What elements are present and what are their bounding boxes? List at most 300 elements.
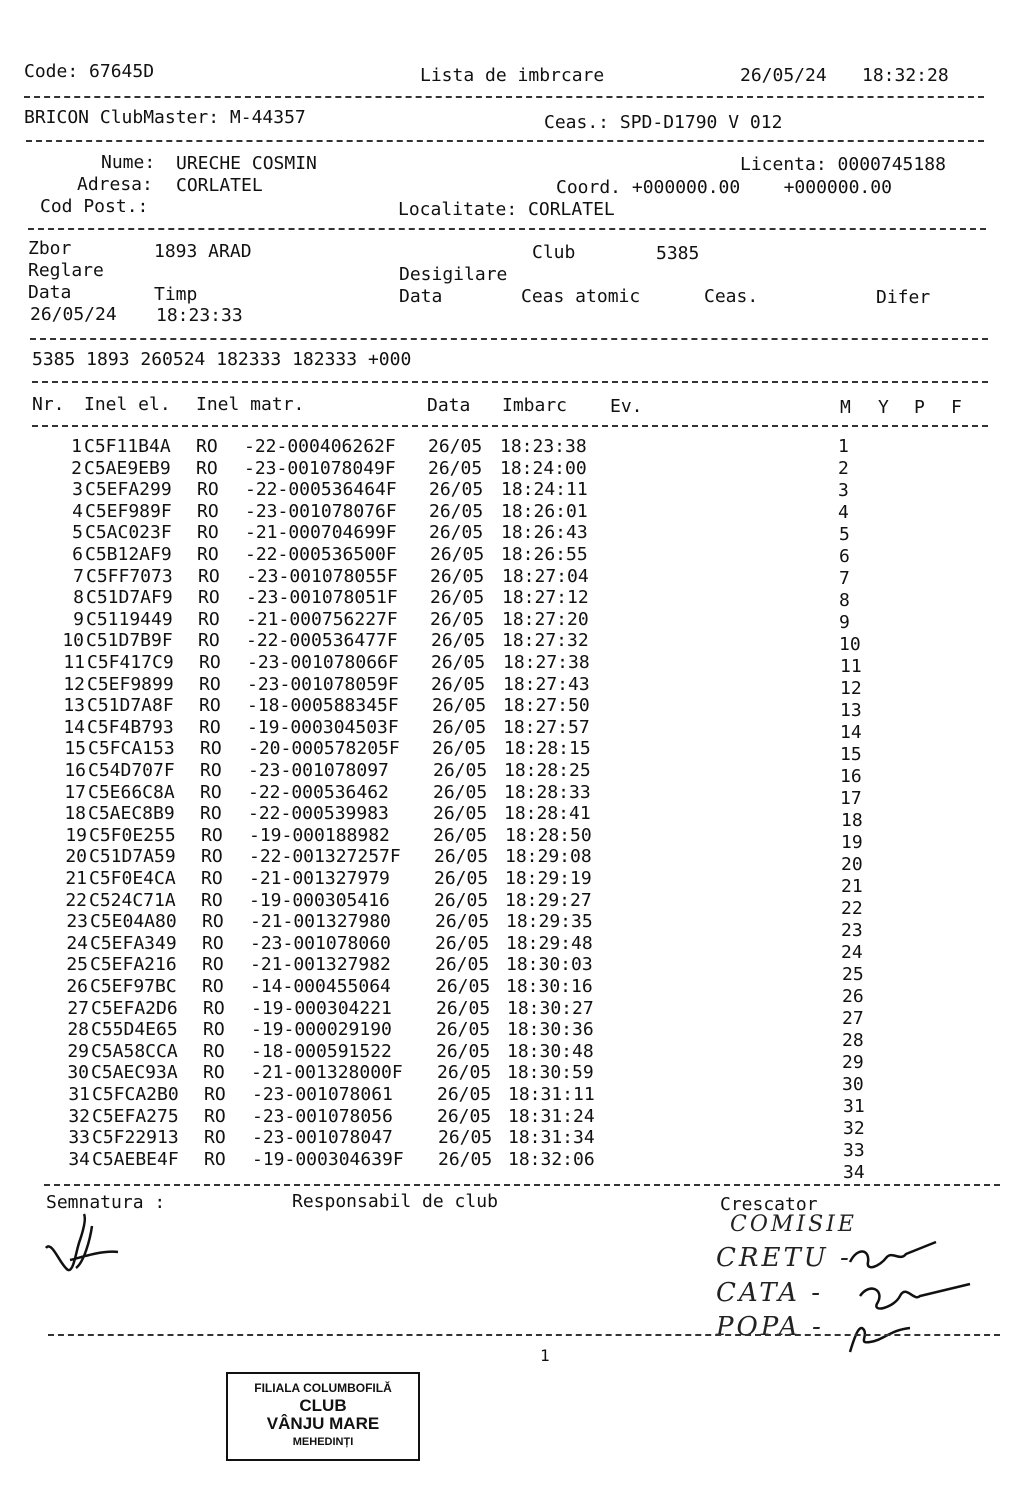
country-code: RO: [196, 436, 218, 457]
rank-m: 10: [839, 634, 861, 655]
rank-m: 26: [842, 986, 864, 1007]
table-row: [0, 609, 1024, 631]
header-time: 18:32:28: [862, 65, 949, 86]
table-row: [0, 522, 1024, 544]
country-code: RO: [202, 933, 224, 954]
ring-registration: -23-001078055F: [246, 566, 398, 587]
electronic-ring: C5EF97BC: [90, 976, 177, 997]
boarding-time: 18:27:43: [503, 674, 590, 695]
rank-m: 13: [840, 700, 862, 721]
timp-label: Timp: [154, 284, 198, 305]
country-code: RO: [197, 522, 219, 543]
club-stamp: [226, 1372, 420, 1461]
boarding-time: 18:23:38: [500, 436, 587, 457]
rank-m: 4: [838, 502, 849, 523]
rank-m: 14: [840, 722, 862, 743]
ring-registration: -21-000704699F: [245, 522, 397, 543]
country-code: RO: [198, 566, 220, 587]
row-date: 26/05: [437, 1106, 492, 1127]
country-code: RO: [199, 674, 221, 695]
ring-registration: -23-001078051F: [246, 587, 398, 608]
ring-registration: -22-000536462: [248, 782, 389, 803]
electronic-ring: C5F4B793: [87, 717, 174, 738]
ring-registration: -21-001328000F: [251, 1062, 403, 1083]
table-row: [0, 868, 1024, 897]
row-number: 26: [66, 976, 88, 997]
boarding-time: 18:27:57: [503, 717, 590, 738]
boarding-time: 18:29:48: [506, 933, 593, 954]
boarding-time: 18:27:32: [502, 630, 589, 651]
name-label: Nume:: [101, 152, 156, 173]
table-row: [0, 674, 1024, 699]
electronic-ring: C5EFA216: [90, 954, 177, 975]
reglare-date: 26/05/24: [30, 304, 117, 325]
electronic-ring: C5EF989F: [85, 501, 172, 522]
ring-registration: -21-001327982: [250, 954, 391, 975]
ring-registration: -23-001078047: [252, 1127, 393, 1148]
electronic-ring: C5119449: [86, 609, 173, 630]
rank-m: 8: [839, 590, 850, 611]
row-date: 26/05: [433, 803, 488, 824]
stamp-line: FILIALA COLUMBOFILĂ: [254, 1381, 392, 1395]
row-number: 22: [65, 890, 87, 911]
table-row: [0, 782, 1024, 809]
row-date: 26/05: [432, 717, 487, 738]
row-date: 26/05: [436, 976, 491, 997]
col-header-f: F: [951, 397, 962, 418]
row-number: 34: [68, 1149, 90, 1170]
country-code: RO: [203, 1062, 225, 1083]
country-code: RO: [201, 868, 223, 889]
country-code: RO: [203, 1019, 225, 1040]
rank-m: 24: [841, 942, 863, 963]
country-code: RO: [199, 695, 221, 716]
ring-registration: -23-001078076F: [245, 501, 397, 522]
row-number: 25: [66, 954, 88, 975]
divider: [24, 96, 984, 98]
row-number: 1: [71, 436, 82, 457]
row-number: 29: [67, 1041, 89, 1062]
country-code: RO: [203, 1041, 225, 1062]
col-header-data: Data: [427, 395, 471, 416]
row-number: 2: [71, 458, 82, 479]
table-row: [0, 1149, 1024, 1183]
row-date: 26/05: [434, 846, 489, 867]
ring-registration: -19-000305416: [249, 890, 390, 911]
row-date: 26/05: [435, 954, 490, 975]
boarding-time: 18:27:38: [503, 652, 590, 673]
table-row: [0, 803, 1024, 831]
row-number: 7: [73, 566, 84, 587]
header-date: 26/05/24: [740, 65, 827, 86]
row-number: 14: [63, 717, 85, 738]
boarding-time: 18:26:01: [501, 501, 588, 522]
row-date: 26/05: [429, 479, 484, 500]
table-row: [0, 933, 1024, 963]
divider: [32, 381, 988, 383]
electronic-ring: C55D4E65: [91, 1019, 178, 1040]
country-code: RO: [203, 998, 225, 1019]
boarding-time: 18:30:03: [506, 954, 593, 975]
country-code: RO: [204, 1149, 226, 1170]
col-header-p: P: [914, 397, 925, 418]
row-number: 16: [64, 760, 86, 781]
row-date: 26/05: [429, 522, 484, 543]
clock-short-label: Ceas.: [704, 286, 759, 307]
ring-registration: -18-000588345F: [247, 695, 399, 716]
row-date: 26/05: [436, 1041, 491, 1062]
rank-m: 19: [841, 832, 863, 853]
boarding-time: 18:28:15: [504, 738, 591, 759]
page-number: 1: [540, 1346, 550, 1365]
boarding-time: 18:27:20: [502, 609, 589, 630]
rank-m: 32: [843, 1118, 865, 1139]
divider: [48, 1334, 1000, 1336]
electronic-ring: C5AEC93A: [91, 1062, 178, 1083]
boarding-time: 18:32:06: [508, 1149, 595, 1170]
boarding-time: 18:28:50: [505, 825, 592, 846]
row-date: 26/05: [435, 933, 490, 954]
electronic-ring: C5AE9EB9: [84, 458, 171, 479]
electronic-ring: C5F417C9: [87, 652, 174, 673]
row-number: 32: [68, 1106, 90, 1127]
table-row: [0, 1019, 1024, 1051]
electronic-ring: C5E66C8A: [88, 782, 175, 803]
electronic-ring: C5AC023F: [85, 522, 172, 543]
table-row: [0, 998, 1024, 1029]
row-date: 26/05: [435, 911, 490, 932]
address-label: Adresa:: [77, 174, 153, 195]
rank-m: 23: [841, 920, 863, 941]
row-date: 26/05: [434, 890, 489, 911]
country-code: RO: [200, 760, 222, 781]
ring-registration: -23-001078049F: [244, 458, 396, 479]
electronic-ring: C5EFA275: [92, 1106, 179, 1127]
stamp-line: VÂNJU MARE: [266, 1414, 380, 1433]
locality: Localitate: CORLATEL: [398, 199, 615, 220]
rank-m: 34: [843, 1162, 865, 1183]
row-number: 15: [64, 738, 86, 759]
row-number: 30: [67, 1062, 89, 1083]
country-code: RO: [200, 803, 222, 824]
country-code: RO: [197, 544, 219, 565]
row-date: 26/05: [430, 566, 485, 587]
rank-m: 1: [838, 436, 849, 457]
ring-registration: -22-000539983: [248, 803, 389, 824]
ring-registration: -23-001078097: [248, 760, 389, 781]
data-label: Data: [399, 286, 443, 307]
signature-label: Semnatura :: [46, 1192, 166, 1213]
ring-registration: -19-000304503F: [247, 717, 399, 738]
ring-registration: -22-000406262F: [244, 436, 396, 457]
ring-registration: -21-001327980: [250, 911, 391, 932]
col-header-ev: Ev.: [610, 396, 643, 417]
table-row: [0, 436, 1024, 458]
row-number: 6: [72, 544, 83, 565]
electronic-ring: C5F22913: [92, 1127, 179, 1148]
boarding-time: 18:30:27: [507, 998, 594, 1019]
code-label: Code: 67645D: [24, 61, 155, 82]
rank-m: 11: [840, 656, 862, 677]
row-number: 24: [66, 933, 88, 954]
row-number: 13: [63, 695, 85, 716]
boarding-time: 18:24:11: [501, 479, 588, 500]
boarding-time: 18:30:59: [507, 1062, 594, 1083]
rank-m: 21: [841, 876, 863, 897]
commission-label: COMISIE: [730, 1212, 857, 1237]
rank-m: 3: [838, 480, 849, 501]
ring-registration: -22-000536464F: [245, 479, 397, 500]
rank-m: 33: [843, 1140, 865, 1161]
row-number: 28: [67, 1019, 89, 1040]
rank-m: 20: [841, 854, 863, 875]
commission-member: CRETU -: [716, 1243, 852, 1273]
row-date: 26/05: [430, 544, 485, 565]
electronic-ring: C54D707F: [88, 760, 175, 781]
row-number: 20: [65, 846, 87, 867]
commission-member: POPA -: [716, 1312, 824, 1342]
boarding-time: 18:28:25: [504, 760, 591, 781]
electronic-ring: C5EFA2D6: [91, 998, 178, 1019]
country-code: RO: [196, 458, 218, 479]
electronic-ring: C5FCA153: [88, 738, 175, 759]
country-code: RO: [198, 587, 220, 608]
rank-m: 16: [840, 766, 862, 787]
row-date: 26/05: [434, 868, 489, 889]
rank-m: 28: [842, 1030, 864, 1051]
electronic-ring: C5FF7073: [86, 566, 173, 587]
row-number: 17: [64, 782, 86, 803]
table-row: [0, 544, 1024, 566]
row-date: 26/05: [428, 458, 483, 479]
table-row: [0, 630, 1024, 655]
reglare-label: Reglare: [28, 260, 104, 281]
atomic-clock-label: Ceas atomic: [521, 286, 641, 307]
boarding-time: 18:26:43: [501, 522, 588, 543]
ring-registration: -14-000455064: [250, 976, 391, 997]
ring-registration: -23-001078060: [250, 933, 391, 954]
row-number: 3: [72, 479, 83, 500]
row-date: 26/05: [437, 1084, 492, 1105]
row-date: 26/05: [431, 652, 486, 673]
electronic-ring: C5A58CCA: [91, 1041, 178, 1062]
boarding-time: 18:30:36: [507, 1019, 594, 1040]
electronic-ring: C5F11B4A: [84, 436, 171, 457]
col-header-m: M: [840, 397, 851, 418]
row-date: 26/05: [429, 501, 484, 522]
boarding-time: 18:29:19: [505, 868, 592, 889]
rank-m: 27: [842, 1008, 864, 1029]
summary-line: 5385 1893 260524 182333 182333 +000: [32, 349, 412, 370]
postal-code-label: Cod Post.:: [40, 196, 149, 217]
boarding-time: 18:29:08: [505, 846, 592, 867]
boarding-time: 18:31:34: [508, 1127, 595, 1148]
col-header-inel-matr: Inel matr.: [196, 394, 305, 415]
electronic-ring: C5B12AF9: [85, 544, 172, 565]
table-row: [0, 911, 1024, 941]
table-row: [0, 954, 1024, 985]
divider: [32, 425, 988, 427]
rank-m: 29: [842, 1052, 864, 1073]
signature-scribble: [40, 1210, 130, 1280]
table-row: [0, 479, 1024, 501]
rank-m: 9: [839, 612, 850, 633]
ring-registration: -22-000536500F: [245, 544, 397, 565]
col-header-nr: Nr.: [32, 394, 65, 415]
boarding-time: 18:24:00: [500, 458, 587, 479]
ring-registration: -19-000029190: [251, 1019, 392, 1040]
row-number: 5: [72, 522, 83, 543]
rank-m: 6: [839, 546, 850, 567]
flight-value: 1893 ARAD: [154, 241, 252, 262]
boarding-time: 18:28:33: [504, 782, 591, 803]
country-code: RO: [202, 911, 224, 932]
table-row: [0, 846, 1024, 875]
table-row: [0, 566, 1024, 588]
ring-registration: -20-000578205F: [248, 738, 400, 759]
rank-m: 12: [840, 678, 862, 699]
col-header-y: Y: [878, 397, 889, 418]
country-code: RO: [197, 479, 219, 500]
ring-registration: -18-000591522: [251, 1041, 392, 1062]
club-value: 5385: [656, 243, 700, 264]
table-row: [0, 825, 1024, 853]
electronic-ring: C5E04A80: [90, 911, 177, 932]
data-label: Data: [28, 282, 72, 303]
row-date: 26/05: [436, 998, 491, 1019]
clubmaster-label: BRICON ClubMaster: M-44357: [24, 107, 306, 128]
row-number: 31: [68, 1084, 90, 1105]
rank-m: 18: [841, 810, 863, 831]
rank-m: 7: [839, 568, 850, 589]
row-date: 26/05: [431, 674, 486, 695]
breeder-label: Crescator: [720, 1194, 818, 1215]
club-responsible-label: Responsabil de club: [292, 1191, 498, 1212]
ring-registration: -21-001327979: [249, 868, 390, 889]
electronic-ring: C51D7A59: [89, 846, 176, 867]
document-title: Lista de imbrcare: [420, 65, 605, 86]
country-code: RO: [200, 738, 222, 759]
country-code: RO: [201, 890, 223, 911]
rank-m: 31: [843, 1096, 865, 1117]
row-date: 26/05: [428, 436, 483, 457]
country-code: RO: [199, 717, 221, 738]
row-number: 27: [67, 998, 89, 1019]
ring-registration: -22-001327257F: [249, 846, 401, 867]
boarding-time: 18:27:50: [503, 695, 590, 716]
ring-registration: -21-000756227F: [246, 609, 398, 630]
row-number: 12: [63, 674, 85, 695]
country-code: RO: [197, 501, 219, 522]
table-row: [0, 976, 1024, 1007]
table-row: [0, 738, 1024, 765]
boarding-time: 18:27:04: [502, 566, 589, 587]
row-date: 26/05: [430, 587, 485, 608]
row-number: 21: [65, 868, 87, 889]
table-row: [0, 458, 1024, 480]
row-number: 11: [63, 652, 85, 673]
rank-m: 2: [838, 458, 849, 479]
table-row: [0, 587, 1024, 609]
license-number: Licenta: 0000745188: [740, 154, 946, 175]
row-number: 23: [66, 911, 88, 932]
stamp-line: MEHEDINȚI: [292, 1436, 354, 1448]
row-date: 26/05: [430, 609, 485, 630]
row-date: 26/05: [431, 630, 486, 651]
desigilare-label: Desigilare: [399, 264, 508, 285]
country-code: RO: [204, 1084, 226, 1105]
row-date: 26/05: [433, 782, 488, 803]
country-code: RO: [202, 976, 224, 997]
country-code: RO: [201, 825, 223, 846]
electronic-ring: C51D7A8F: [87, 695, 174, 716]
electronic-ring: C5AEBE4F: [92, 1149, 179, 1170]
electronic-ring: C5FCA2B0: [92, 1084, 179, 1105]
boarding-time: 18:31:11: [508, 1084, 595, 1105]
country-code: RO: [204, 1127, 226, 1148]
row-date: 26/05: [438, 1127, 493, 1148]
ring-registration: -19-000188982: [249, 825, 390, 846]
address-value: CORLATEL: [176, 175, 263, 196]
country-code: RO: [198, 609, 220, 630]
rank-m: 5: [839, 524, 850, 545]
row-date: 26/05: [433, 760, 488, 781]
stamp-line: CLUB: [299, 1396, 347, 1415]
row-number: 8: [73, 587, 84, 608]
country-code: RO: [198, 630, 220, 651]
col-header-inel-el: Inel el.: [84, 394, 171, 415]
country-code: RO: [201, 846, 223, 867]
row-number: 18: [64, 803, 86, 824]
boarding-time: 18:29:35: [506, 911, 593, 932]
ring-registration: -19-000304639F: [252, 1149, 404, 1170]
boarding-time: 18:31:24: [508, 1106, 595, 1127]
divider: [26, 140, 984, 142]
rank-m: 30: [842, 1074, 864, 1095]
ring-registration: -23-001078066F: [247, 652, 399, 673]
divider: [28, 228, 986, 230]
country-code: RO: [199, 652, 221, 673]
electronic-ring: C51D7B9F: [86, 630, 173, 651]
flight-label: Zbor: [28, 238, 72, 259]
electronic-ring: C5AEC8B9: [88, 803, 175, 824]
row-number: 19: [65, 825, 87, 846]
boarding-time: 18:28:41: [504, 803, 591, 824]
boarding-time: 18:30:16: [506, 976, 593, 997]
electronic-ring: C5F0E255: [89, 825, 176, 846]
row-number: 33: [68, 1127, 90, 1148]
club-label: Club: [532, 242, 576, 263]
row-date: 26/05: [436, 1019, 491, 1040]
divider: [30, 338, 988, 340]
clock-label: Ceas.: SPD-D1790 V 012: [544, 112, 783, 133]
table-row: [0, 501, 1024, 523]
row-date: 26/05: [432, 695, 487, 716]
commission-member: CATA -: [716, 1278, 823, 1308]
row-number: 10: [62, 630, 84, 651]
rank-m: 22: [841, 898, 863, 919]
table-row: [0, 717, 1024, 743]
boarding-time: 18:27:12: [502, 587, 589, 608]
coordinates: Coord. +000000.00 +000000.00: [556, 177, 892, 198]
ring-registration: -19-000304221: [251, 998, 392, 1019]
divider: [44, 1184, 1000, 1186]
commission-signatures: [840, 1232, 980, 1362]
country-code: RO: [204, 1106, 226, 1127]
country-code: RO: [200, 782, 222, 803]
table-row: [0, 652, 1024, 677]
ring-registration: -23-001078056: [252, 1106, 393, 1127]
